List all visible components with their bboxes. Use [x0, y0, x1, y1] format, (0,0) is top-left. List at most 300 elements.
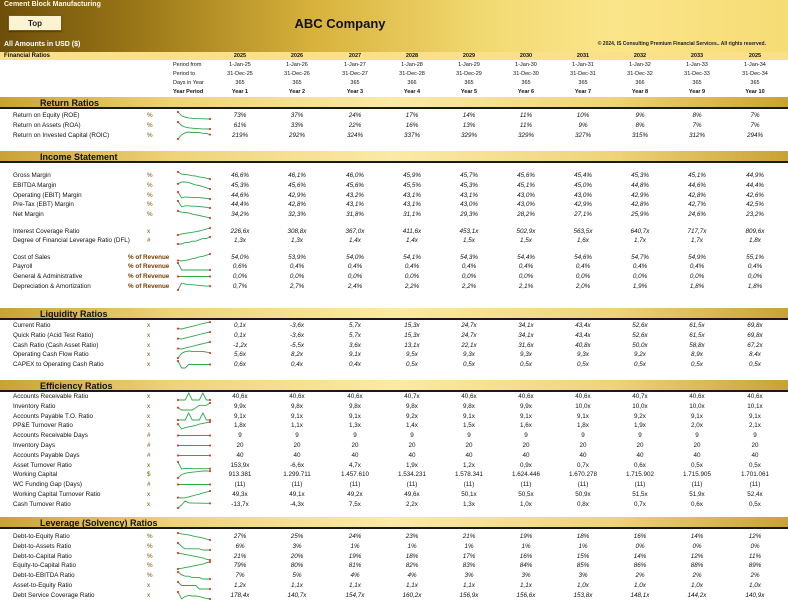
value-cell: -13,7x: [231, 500, 249, 508]
value-cell: 140,9x: [745, 591, 765, 599]
ratio-label: Interest Coverage Ratio: [13, 227, 80, 235]
ratio-row: [0, 542, 788, 552]
value-cell: 9: [581, 432, 585, 440]
unit-label: x: [147, 361, 151, 369]
value-cell: 2,2x: [406, 500, 418, 508]
value-cell: 14%: [633, 552, 647, 560]
value-cell: 40,6x: [575, 393, 591, 400]
ratio-label: Working Capital Turnover Ratio: [13, 491, 101, 498]
header-cell: 31-Dec-32: [627, 71, 653, 77]
top-button[interactable]: Top: [8, 15, 62, 31]
trend-sparkline: [178, 172, 210, 179]
value-cell: 9%: [578, 121, 588, 129]
sparkline-path: [178, 582, 210, 589]
value-cell: 153,8x: [573, 591, 593, 599]
value-cell: 153,9x: [230, 461, 250, 469]
value-cell: 54,1%: [403, 253, 421, 261]
value-cell: 27,1%: [574, 211, 592, 219]
header-cell: 31-Dec-31: [570, 71, 596, 77]
app-title: Cement Block Manufacturing: [4, 1, 101, 8]
value-cell: 312%: [688, 131, 706, 139]
sparkline-start-point: [177, 435, 179, 437]
value-cell: 40,6x: [518, 393, 534, 400]
value-cell: 9,5x: [406, 351, 418, 359]
sparkline-path: [178, 592, 210, 599]
sparkline-path: [178, 351, 210, 358]
value-cell: 0%: [692, 542, 702, 550]
sparkline-path: [178, 501, 210, 508]
value-cell: 9,1x: [349, 351, 361, 359]
value-cell: 1.624.446: [511, 471, 540, 479]
value-cell: 61%: [233, 121, 247, 129]
value-cell: 10,0x: [575, 402, 591, 410]
unit-label: x: [147, 461, 151, 469]
value-cell: (11): [691, 481, 703, 489]
trend-sparkline: [178, 332, 210, 339]
ratio-row: [0, 236, 788, 246]
value-cell: 43,0%: [574, 191, 592, 199]
value-cell: 154,7x: [345, 591, 365, 599]
ratio-row: [0, 341, 788, 351]
value-cell: 40,6x: [289, 393, 305, 400]
sparkline-start-point: [177, 444, 179, 446]
value-cell: 45,3%: [631, 172, 649, 179]
header-cell: Year 9: [688, 89, 706, 95]
sparkline-path: [178, 201, 210, 208]
header-cell: 366: [407, 80, 417, 86]
value-cell: 9: [238, 432, 242, 440]
value-cell: 1,0x: [577, 582, 589, 589]
section-title: Liquidity Ratios: [40, 309, 108, 319]
value-cell: 40: [522, 451, 530, 459]
value-cell: 24,7x: [461, 322, 477, 329]
value-cell: 40,6x: [747, 393, 763, 400]
value-cell: 6%: [235, 542, 245, 550]
value-cell: 52,6x: [632, 322, 648, 329]
ratio-row: [0, 200, 788, 210]
header-cell: 31-Dec-29: [456, 71, 482, 77]
value-cell: 40,7x: [632, 393, 648, 400]
value-cell: 9: [638, 432, 642, 440]
value-cell: 14%: [690, 533, 704, 540]
sparkline-start-point: [177, 496, 179, 498]
header-cell: 365: [521, 80, 531, 86]
value-cell: 84%: [519, 562, 533, 570]
value-cell: 292%: [288, 131, 306, 139]
sparkline-path: [178, 562, 210, 569]
value-cell: 2%: [692, 572, 702, 580]
value-cell: -6,6x: [290, 461, 304, 469]
value-cell: 13,1x: [404, 341, 420, 349]
value-cell: 44,6%: [688, 181, 706, 189]
section-header: [0, 380, 788, 392]
value-cell: 42,9%: [631, 191, 649, 199]
value-cell: 69,8x: [747, 322, 763, 329]
value-cell: 178,4x: [230, 591, 250, 599]
value-cell: 45,4%: [574, 172, 592, 179]
value-cell: 1%: [350, 542, 360, 550]
value-cell: 156,6x: [516, 591, 536, 599]
unit-label: x: [147, 412, 151, 420]
value-cell: 17%: [405, 112, 419, 119]
header-cell: 365: [350, 80, 360, 86]
value-cell: 9%: [635, 112, 645, 119]
unit-label: %: [147, 181, 153, 189]
value-cell: 42,8%: [631, 201, 649, 209]
sparkline-start-point: [177, 418, 179, 420]
value-cell: 46,1%: [288, 172, 306, 179]
value-cell: 0,8x: [577, 500, 589, 508]
header-cell: 1-Jan-32: [629, 62, 651, 68]
sparkline-path: [178, 172, 210, 179]
fiscal-year-1: 2026: [290, 53, 304, 59]
unit-label: x: [147, 322, 151, 329]
value-cell: 411,6x: [402, 227, 422, 235]
sparkline-start-point: [177, 276, 179, 278]
fiscal-year-4: 2029: [462, 53, 476, 59]
ratio-row: [0, 571, 788, 581]
value-cell: 18%: [576, 533, 590, 540]
value-cell: 1,9x: [634, 422, 646, 430]
value-cell: 29,3%: [460, 211, 478, 219]
trend-sparkline: [178, 201, 210, 208]
row-label: Days in Year: [173, 80, 204, 86]
row-label: Period to: [173, 71, 196, 77]
sparkline-start-point: [177, 551, 179, 553]
sparkline-path: [178, 263, 210, 270]
value-cell: 0,6x: [691, 500, 703, 508]
value-cell: 10%: [576, 112, 590, 119]
trend-sparkline: [178, 452, 210, 459]
value-cell: 61,5x: [689, 331, 705, 339]
value-cell: 45,6%: [288, 181, 306, 189]
value-cell: (11): [349, 481, 361, 489]
trend-sparkline: [178, 501, 210, 508]
value-cell: 1,6x: [577, 237, 589, 245]
company-name: ABC Company: [294, 16, 386, 31]
sparkline-path: [178, 228, 210, 235]
value-cell: 0,4x: [291, 361, 303, 369]
sparkline-start-point: [177, 360, 179, 362]
ratio-row: [0, 111, 788, 121]
sparkline-start-point: [177, 200, 179, 202]
value-cell: 502,9x: [516, 227, 536, 235]
trend-sparkline: [178, 393, 210, 400]
sparkline-start-point: [177, 243, 179, 245]
value-cell: 9: [753, 432, 757, 440]
value-cell: 3%: [578, 572, 588, 580]
value-cell: 52,4x: [747, 491, 763, 498]
value-cell: 0,0%: [518, 273, 534, 281]
value-cell: 12%: [748, 533, 762, 540]
value-cell: 0,7x: [577, 461, 589, 469]
value-cell: 45,3%: [231, 181, 249, 189]
value-cell: 33%: [290, 121, 304, 129]
value-cell: 40,6x: [232, 393, 248, 400]
value-cell: 9,2x: [634, 412, 646, 420]
unit-label: #: [147, 481, 151, 489]
fiscal-year-0: 2025: [233, 53, 247, 59]
value-cell: 42,5%: [746, 201, 764, 209]
value-cell: 0,5x: [520, 361, 532, 369]
unit-label: $: [147, 471, 151, 479]
period-to-row: [0, 70, 788, 79]
value-cell: 9: [695, 432, 699, 440]
days-in-year-row: [0, 79, 788, 88]
ratio-label: Accounts Receivable Days: [13, 432, 88, 440]
value-cell: 1.715.905: [682, 471, 711, 479]
unit-label: x: [147, 341, 151, 349]
value-cell: 19%: [519, 533, 533, 540]
sparkline-path: [178, 491, 210, 498]
title-banner: [0, 0, 788, 52]
header-cell: 365: [292, 80, 302, 86]
value-cell: 49,2x: [347, 491, 363, 498]
fiscal-year-6: 2031: [576, 53, 590, 59]
value-cell: 329%: [517, 131, 535, 139]
value-cell: 50,0x: [632, 341, 648, 349]
value-cell: 16%: [633, 533, 647, 540]
value-cell: 61,5x: [689, 322, 705, 329]
value-cell: 1,8%: [689, 283, 705, 290]
header-cell: Year 10: [745, 89, 765, 95]
value-cell: 1,7x: [634, 237, 646, 245]
value-cell: 0,4x: [349, 361, 361, 369]
value-cell: 22,1x: [461, 341, 477, 349]
header-cell: Year 1: [231, 89, 249, 95]
value-cell: 44,4%: [231, 201, 249, 209]
value-cell: 12%: [690, 552, 704, 560]
value-cell: 20: [522, 442, 530, 449]
value-cell: 9,1x: [463, 412, 475, 420]
ratio-label: Working Capital: [13, 471, 58, 479]
value-cell: 40,8x: [575, 341, 591, 349]
ratio-label: Debt-to-EBITDA Ratio: [13, 572, 75, 580]
ratio-row: [0, 227, 788, 237]
value-cell: 43,0%: [460, 201, 478, 209]
value-cell: 367,0x: [345, 227, 365, 235]
value-cell: 45,1%: [517, 181, 535, 189]
sparkline-path: [178, 342, 210, 349]
value-cell: (11): [749, 481, 761, 489]
ratio-row: [0, 532, 788, 542]
section-title: Efficiency Ratios: [40, 381, 113, 391]
value-cell: 45,9%: [403, 172, 421, 179]
value-cell: 3,6x: [349, 341, 361, 349]
value-cell: 9,9x: [520, 402, 532, 410]
value-cell: 329%: [460, 131, 478, 139]
sparkline-start-point: [177, 259, 179, 261]
header-cell: 365: [692, 80, 702, 86]
value-cell: 40,6x: [347, 393, 363, 400]
value-cell: 9,3x: [463, 351, 475, 359]
unit-label: x: [147, 591, 151, 599]
value-cell: 5,6x: [234, 351, 246, 359]
value-cell: 1,7x: [691, 237, 703, 245]
ratio-row: [0, 253, 788, 263]
fiscal-year-9: 2025: [748, 53, 762, 59]
value-cell: 144,2x: [687, 591, 707, 599]
value-cell: 69,8x: [747, 331, 763, 339]
sparkline-start-point: [177, 328, 179, 330]
section-header: [0, 151, 788, 163]
ratio-label: Debt-to-Equity Ratio: [13, 533, 70, 540]
value-cell: 7%: [692, 121, 702, 129]
sparkline-start-point: [177, 337, 179, 339]
header-cell: Year 3: [346, 89, 364, 95]
value-cell: 1.457.610: [340, 471, 369, 479]
value-cell: 20: [693, 442, 701, 449]
value-cell: 44,9%: [746, 172, 764, 179]
sparkline-start-point: [177, 399, 179, 401]
ratio-label: Asset Turnover Ratio: [13, 461, 72, 469]
value-cell: 67,2x: [747, 341, 763, 349]
value-cell: 16%: [519, 552, 533, 560]
trend-sparkline: [178, 283, 210, 290]
section-title: Leverage (Solvency) Ratios: [40, 518, 158, 528]
ratio-label: Debt-to-Capital Ratio: [13, 552, 72, 560]
value-cell: 3%: [464, 572, 474, 580]
ratio-row: [0, 402, 788, 412]
value-cell: (11): [520, 481, 532, 489]
value-cell: 0,5x: [691, 361, 703, 369]
value-cell: 31,6x: [518, 341, 534, 349]
value-cell: 1,8x: [749, 237, 761, 245]
value-cell: 85%: [576, 562, 590, 570]
value-cell: 11%: [748, 552, 762, 560]
value-cell: 1,8x: [234, 422, 246, 430]
header-cell: Year 7: [574, 89, 592, 95]
value-cell: 43,4x: [575, 331, 591, 339]
section-title: Income Statement: [40, 152, 118, 162]
value-cell: 640,7x: [630, 227, 650, 235]
ratio-row: [0, 441, 788, 451]
value-cell: 86%: [633, 562, 647, 570]
value-cell: 2%: [635, 572, 645, 580]
value-cell: 53,9%: [288, 253, 306, 261]
sparkline-path: [178, 211, 210, 218]
value-cell: 24%: [348, 112, 362, 119]
value-cell: 7%: [235, 572, 245, 580]
ratio-row: [0, 171, 788, 181]
header-cell: 365: [578, 80, 588, 86]
value-cell: 37%: [290, 112, 304, 119]
value-cell: 1,9x: [406, 461, 418, 469]
value-cell: 219%: [231, 131, 249, 139]
value-cell: (11): [577, 481, 589, 489]
value-cell: 1%: [521, 542, 531, 550]
sparkline-path: [178, 462, 210, 469]
value-cell: 89%: [748, 562, 762, 570]
ratio-label: Current Ratio: [13, 322, 51, 329]
sparkline-start-point: [177, 477, 179, 479]
value-cell: 43,4x: [575, 322, 591, 329]
header-cell: 31-Dec-28: [399, 71, 425, 77]
value-cell: 9: [410, 432, 414, 440]
header-cell: 31-Dec-25: [227, 71, 253, 77]
value-cell: -3,6x: [290, 331, 304, 339]
header-cell: Year 4: [403, 89, 421, 95]
value-cell: 0,5x: [406, 361, 418, 369]
value-cell: 148,1x: [630, 591, 650, 599]
value-cell: 7%: [750, 121, 760, 129]
unit-label: %: [147, 172, 153, 179]
value-cell: 2,7%: [289, 283, 305, 290]
sparkline-path: [178, 553, 210, 560]
value-cell: 5,7x: [349, 331, 361, 339]
value-cell: 44,6%: [231, 191, 249, 199]
ratio-label: Return on Equity (ROE): [13, 112, 80, 119]
value-cell: 4%: [350, 572, 360, 580]
trend-sparkline: [178, 442, 210, 449]
value-cell: 5%: [292, 572, 302, 580]
value-cell: 20: [465, 442, 473, 449]
section-header: [0, 308, 788, 320]
value-cell: 20: [236, 442, 244, 449]
sparkline-start-point: [177, 532, 179, 534]
ratio-label: Pre-Tax (EBT) Margin: [13, 201, 74, 209]
ratio-label: CAPEX to Operating Cash Ratio: [13, 361, 104, 369]
ratio-row: [0, 121, 788, 131]
value-cell: 28,2%: [517, 211, 535, 219]
value-cell: 27%: [233, 533, 247, 540]
value-cell: 50,5x: [518, 491, 534, 498]
value-cell: 8,9x: [691, 351, 703, 359]
value-cell: 40: [408, 451, 416, 459]
unit-label: x: [147, 500, 151, 508]
trend-sparkline: [178, 572, 210, 579]
value-cell: 2,1%: [518, 283, 534, 290]
ratio-row: [0, 552, 788, 562]
sparkline-start-point: [177, 460, 179, 462]
value-cell: 58,8x: [689, 341, 705, 349]
sparkline-start-point: [177, 262, 179, 264]
unit-label: %: [147, 552, 153, 560]
value-cell: 0,5x: [749, 461, 761, 469]
sparkline-start-point: [177, 454, 179, 456]
sparkline-start-point: [177, 571, 179, 573]
ratio-row: [0, 262, 788, 272]
ratio-label: Cash Turnover Ratio: [13, 500, 71, 508]
trend-sparkline: [178, 562, 210, 569]
value-cell: 42,7%: [688, 201, 706, 209]
value-cell: 24,6%: [688, 211, 706, 219]
fiscal-year-2: 2027: [348, 53, 362, 59]
value-cell: 42,9%: [574, 201, 592, 209]
value-cell: 9: [353, 432, 357, 440]
trend-sparkline: [178, 553, 210, 560]
copyright-note: © 2024, IS Consulting Premium Financial Services.. All rights reserved.: [597, 41, 766, 47]
trend-sparkline: [178, 112, 210, 119]
unit-label: % of Revenue: [128, 273, 170, 281]
value-cell: 15%: [576, 552, 590, 560]
trend-sparkline: [178, 403, 210, 410]
value-cell: 453,1x: [459, 227, 479, 235]
period-from-row: [0, 61, 788, 70]
value-cell: 23,2%: [746, 211, 764, 219]
value-cell: 2,0x: [691, 422, 703, 430]
unit-label: %: [147, 562, 153, 570]
value-cell: 9,1x: [349, 412, 361, 420]
value-cell: (11): [463, 481, 475, 489]
value-cell: 45,7%: [460, 172, 478, 179]
value-cell: 1,8x: [577, 422, 589, 430]
value-cell: 2,4%: [347, 283, 363, 290]
value-cell: -3,6x: [290, 322, 304, 329]
value-cell: 1%: [578, 542, 588, 550]
value-cell: 0,5x: [577, 361, 589, 369]
trend-sparkline: [178, 211, 210, 218]
